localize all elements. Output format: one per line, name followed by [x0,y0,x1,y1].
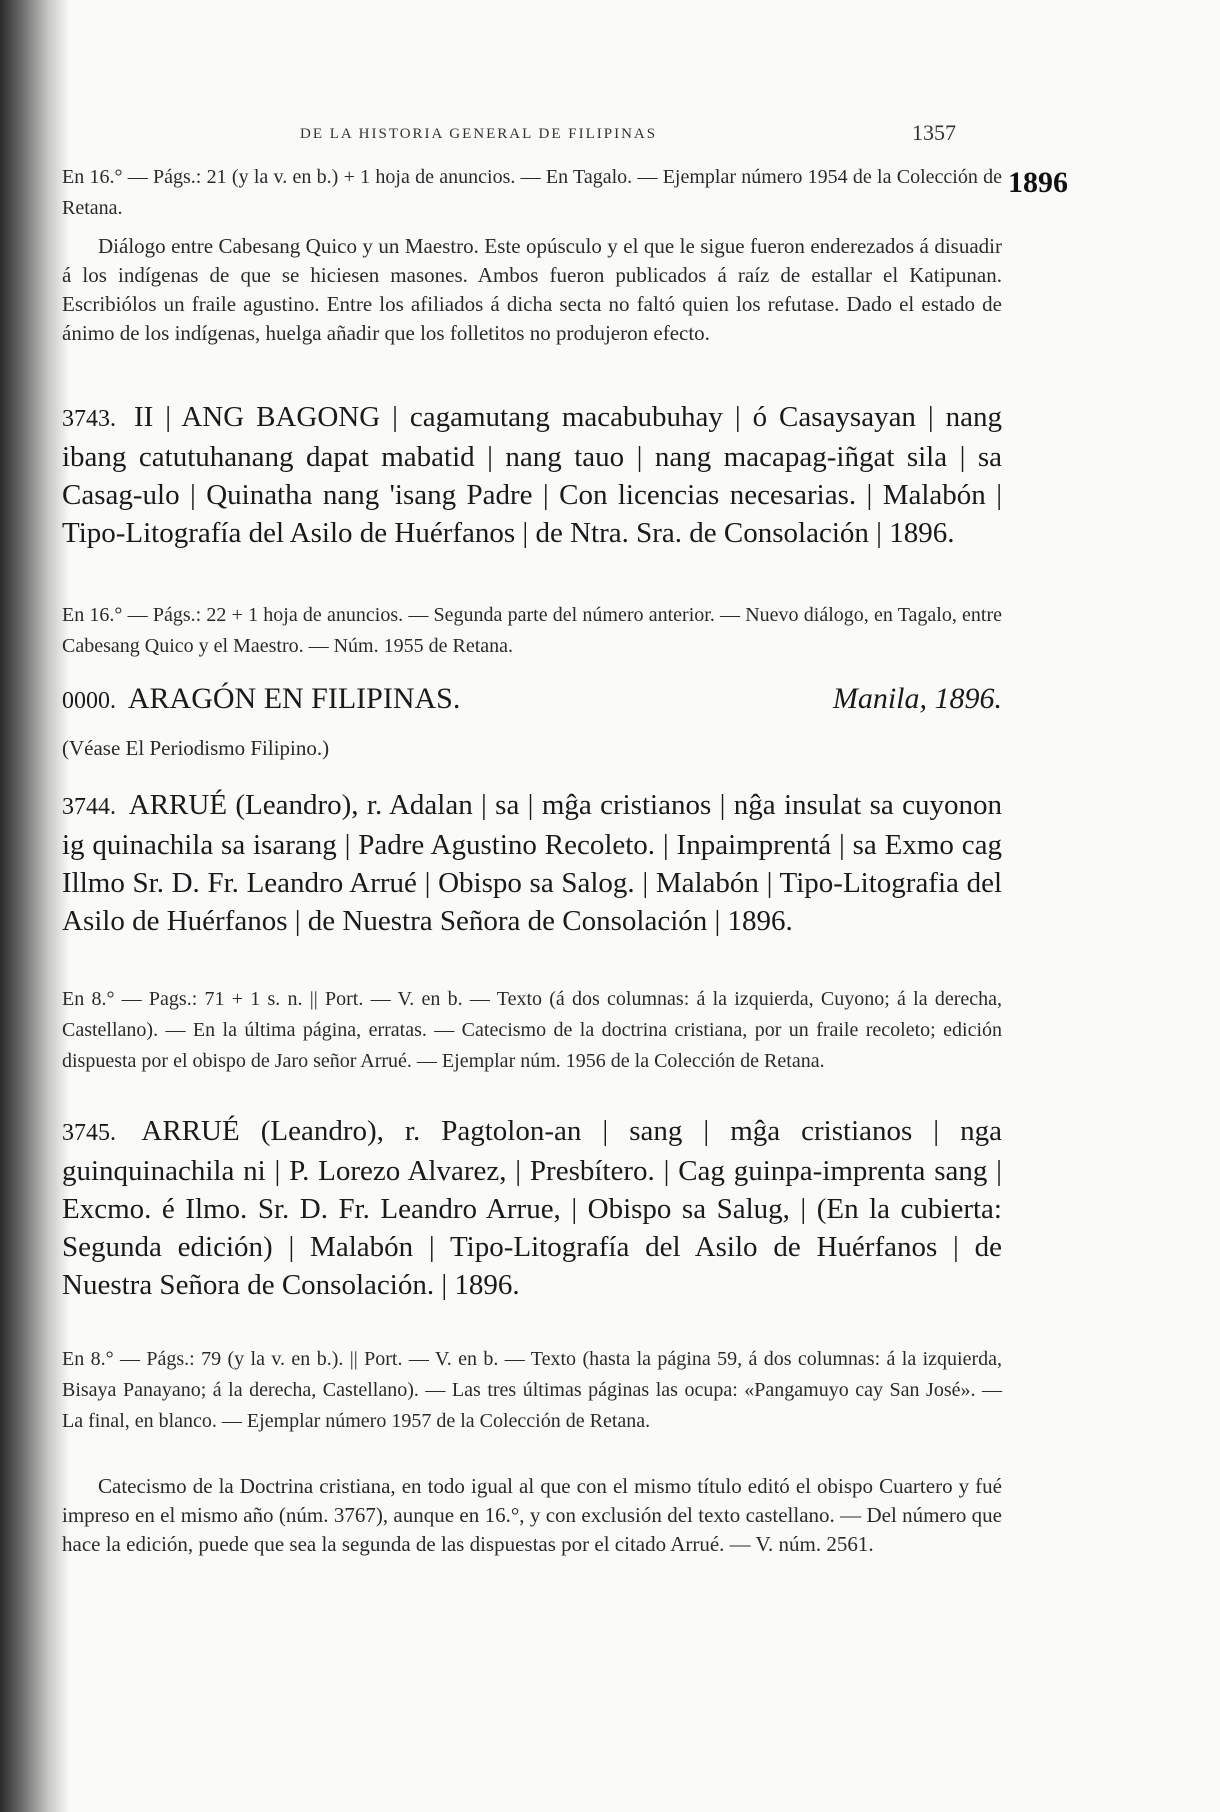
entry-3743-collation: En 16.° — Págs.: 22 + 1 hoja de anuncios. — Segunda parte del número anterior. — Nuevo diálogo, en Tagalo, entre Cabesang Quico y el Maestro. — Núm. 1955 de Retana. [62,604,1002,657]
entry-0000 [62,682,1002,716]
entry-title: ARRUÉ (Leandro), r. Pagtolon-an | sang | mĝa cristianos | nga guinquinachila ni | P. Lorezo Alvarez, | Presbítero. | Cag guinpa-imprenta sang | Excmo. é Ilmo. Sr. D. Fr. Leandro Arrue, | Obispo sa Salug, | (En la cubierta: Segunda edición) | Malabón | Tipo-Litografía del Asilo de Huérfanos | de Nuestra Señora de Consolación. | 1896. [62,1115,1002,1301]
entry-place: Manila, 1896. [832,682,1002,715]
entry-3742-collation: En 16.° — Págs.: 21 (y la v. en b.) + 1 hoja de anuncios. — En Tagalo. — Ejemplar número 1954 de la Colección de Retana. [62,166,1002,219]
entry-3744 [62,786,1002,940]
entry-number: 3744. [62,794,116,820]
entry-0000-see: (Véase El Periodismo Filipino.) [62,736,330,760]
entry-3745 [62,1112,1002,1304]
entry-3745-comment: Catecismo de la Doctrina cristiana, en todo igual al que con el mismo título editó el obispo Cuartero y fué impreso en el mismo año (núm. 3767), aunque en 16.°, y con exclusión del texto castellano. — Del número que hace la edición, puede que sea la segunda de las dispuestas por el citado Arrué. — V. núm. 2561. [62,1474,1002,1556]
entry-3743 [62,398,1002,552]
entry-title: ARRUÉ (Leandro), r. Adalan | sa | mĝa cristianos | nĝa insulat sa cuyonon ig quinachila sa isarang | Padre Agustino Recoleto. | Inpaimprentá | sa Exmo cag Illmo Sr. D. Fr. Leandro Arrué | Obispo sa Salog. | Malabón | Tipo-Litografia del Asilo de Huérfanos | de Nuestra Señora de Consolación | 1896. [62,789,1002,937]
entry-number: 3743. [62,406,116,432]
entry-number: 0000. [62,688,116,714]
year-marginal: 1896 [1008,166,1068,199]
running-head: DE LA HISTORIA GENERAL DE FILIPINAS [300,126,658,142]
entry-3744-collation: En 8.° — Pags.: 71 + 1 s. n. || Port. — V. en b. — Texto (á dos columnas: á la izquierda, Cuyono; á la derecha, Castellano). — En la última página, erratas. — Catecismo de la doctrina cristiana, por un fraile recoleto; edición dispuesta por el obispo de Jaro señor Arrué. — Ejemplar núm. 1956 de la Colección de Retana. [62,988,1002,1072]
entry-title: II | ANG BAGONG | cagamutang macabubuhay | ó Casaysayan | nang ibang catutuhanang dapat mabatid | nang tauo | nang macapag-iñgat sila | sa Casag-ulo | Quinatha nang 'isang Padre | Con licencias necesarias. | Malabón | Tipo-Litografía del Asilo de Huérfanos | de Ntra. Sra. de Consolación | 1896. [62,401,1002,549]
entry-title: ARAGÓN EN FILIPINAS. [127,682,461,715]
entry-number: 3745. [62,1120,116,1146]
entry-3745-collation: En 8.° — Págs.: 79 (y la v. en b.). || Port. — V. en b. — Texto (hasta la página 59, á dos columnas: á la izquierda, Bisaya Panayano; á la derecha, Castellano). — Las tres últimas páginas las ocupa: «Pangamuyo cay San José». — La final, en blanco. — Ejemplar número 1957 de la Colección de Retana. [62,1348,1002,1432]
page-number: 1357 [912,120,956,145]
entry-3742-comment: Diálogo entre Cabesang Quico y un Maestro. Este opúsculo y el que le sigue fueron enderezados á disuadir á los indígenas de que se hiciesen masones. Ambos fueron publicados á raíz de estallar el Katipunan. Escribiólos un fraile agustino. Entre los afiliados á dicha secta no faltó quien los refutase. Dado el estado de ánimo de los indígenas, huelga añadir que los folletitos no produjeron efecto. [62,234,1002,345]
